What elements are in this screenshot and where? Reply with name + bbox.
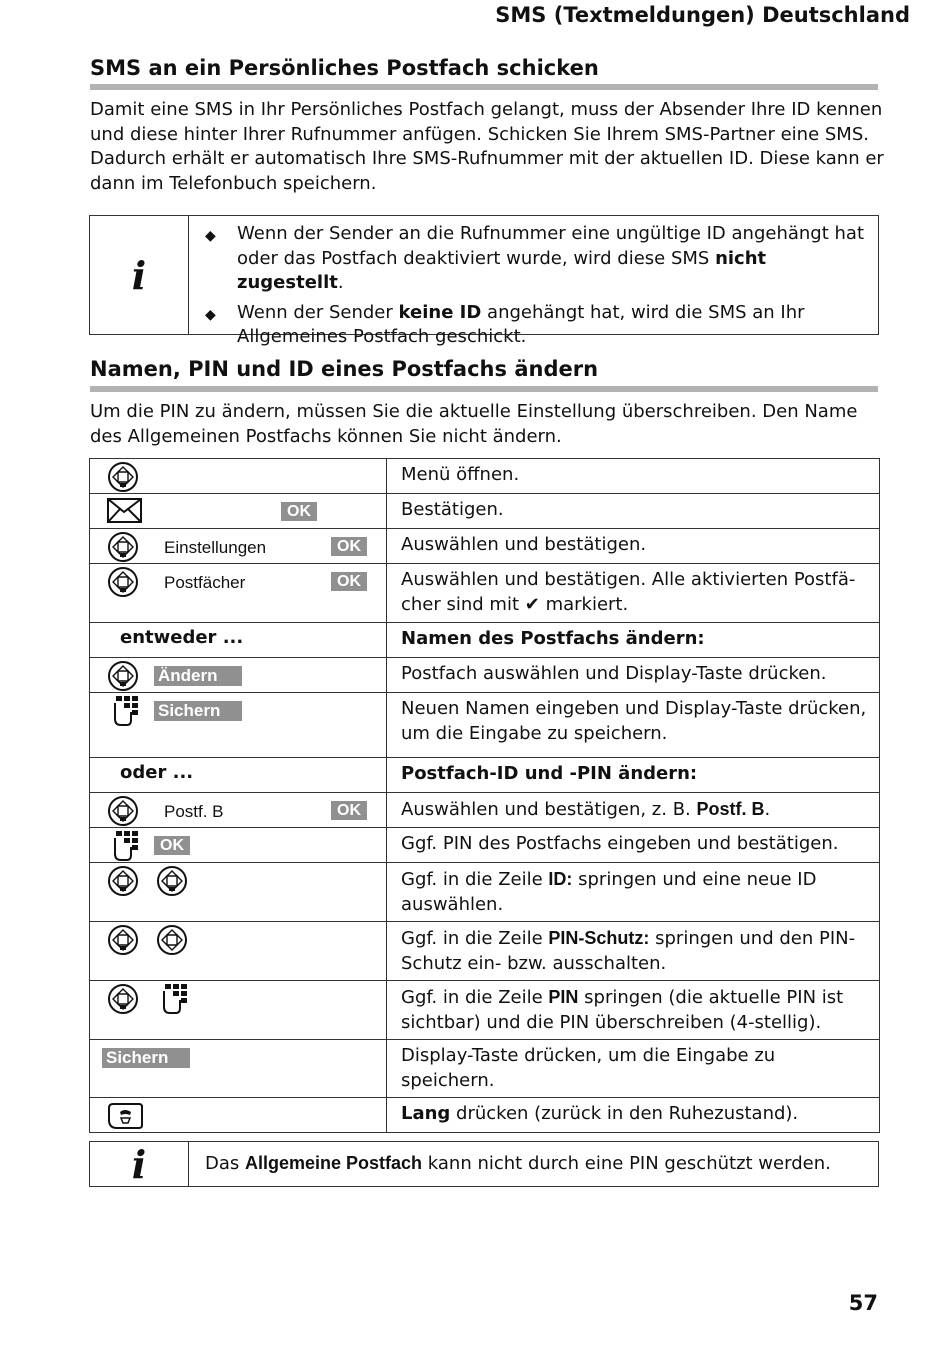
option-heading: Namen des Postfachs ändern: [387,623,880,658]
navigation-key-icon[interactable] [107,531,139,563]
info-icon: i [90,1142,189,1186]
step-description: Auswählen und bestätigen. [387,529,880,564]
pin-paragraph: Um die PIN zu ändern, müssen Sie die aktuelle Einstellung überschreiben. Den Name des Allgemeinen Postfachs können Sie nicht ändern. [90,401,858,447]
note-text: Das Allgemeine Postfach kann nicht durch eine PIN geschützt werden. [205,1153,831,1174]
save-display-key[interactable]: Sichern [154,701,242,721]
ok-key[interactable]: OK [331,572,367,591]
navigation-key-icon[interactable] [107,566,139,598]
step-description: Auswählen und bestätigen. Alle aktivierten Postfä-cher sind mit ✔ markiert. [387,564,880,623]
ok-key[interactable]: OK [154,836,190,855]
diamond-bullet-icon: ◆ [205,228,216,244]
envelope-icon[interactable] [107,498,143,524]
navigation-key-icon[interactable] [107,795,139,827]
step-description: Lang drücken (zurück in den Ruhezustand). [387,1098,880,1133]
keypad-icon[interactable] [161,983,191,1015]
change-display-key[interactable]: Ändern [154,666,242,686]
info-bullet: ◆ Wenn der Sender an die Rufnummer eine ungültige ID angehängt hat oder das Postfach deaktiviert wurde, wird diese SMS nicht zugestellt. [205,222,868,296]
step-description: Postfach auswählen und Display-Taste drücken. [387,658,880,693]
keypad-icon[interactable] [112,695,142,727]
navigation-down-icon[interactable] [107,924,139,956]
step-description: Ggf. in die Zeile ID: springen und eine neue ID auswählen. [387,863,880,922]
steps-table [89,458,880,1133]
step-description: Menü öffnen. [387,459,880,494]
diamond-bullet-icon: ◆ [205,306,216,323]
navigation-right-icon[interactable] [156,924,188,956]
navigation-key-icon[interactable] [107,660,139,692]
intro-paragraph: Damit eine SMS in Ihr Persönliches Postfach gelangt, muss der Absender Ihre ID kennen und diese hinter Ihrer Rufnummer anfügen. Schicken Sie Ihrem SMS-Partner eine SMS. Dadurch erhält er automatisch Ihre SMS-Rufnummer mit der aktuellen ID. Diese kann er dann im Telefonbuch speichern. [90,99,884,194]
option-either: entweder ... [120,627,244,648]
end-call-key-icon[interactable] [107,1102,143,1130]
step-description: Display-Taste drücken, um die Eingabe zu speichern. [387,1040,880,1098]
running-header: SMS (Textmeldungen) Deutschland [495,3,910,27]
menu-item-label: Postfächer [164,573,246,592]
option-heading: Postfach-ID und -PIN ändern: [387,758,880,793]
info-icon: i [90,216,189,334]
ok-key[interactable]: OK [331,801,367,820]
step-description: Ggf. in die Zeile PIN springen (die aktuelle PIN ist sichtbar) und die PIN überschreiben (4-stellig). [387,981,880,1040]
info-bullet: ◆ Wenn der Sender keine ID angehängt hat, wird die SMS an Ihr Allgemeines Postfach geschickt. [205,301,868,350]
note-box [89,1141,879,1187]
keypad-icon[interactable] [112,830,142,862]
step-description: Auswählen und bestätigen, z. B. Postf. B. [387,793,880,828]
menu-item-label: Postf. B [164,802,224,821]
section-title-change-mailbox: Namen, PIN und ID eines Postfachs ändern [90,357,599,381]
step-description: Neuen Namen eingeben und Display-Taste drücken, um die Eingabe zu speichern. [387,693,880,758]
section-rule [90,84,878,90]
ok-key[interactable]: OK [281,502,317,521]
checkmark-icon: ✔ [524,593,540,615]
step-description: Ggf. in die Zeile PIN-Schutz: springen und den PIN-Schutz ein- bzw. ausschalten. [387,922,880,981]
navigation-down-icon[interactable] [107,983,139,1015]
step-description: Bestätigen. [387,494,880,529]
info-box [89,215,879,347]
option-or: oder ... [120,762,194,783]
navigation-key-icon[interactable] [107,461,139,493]
section-rule [90,386,878,392]
menu-item-label: Einstellungen [164,538,267,557]
page-number: 57 [848,1291,878,1315]
navigation-right-icon[interactable] [156,865,188,897]
ok-key[interactable]: OK [331,537,367,556]
section-title-send-sms: SMS an ein Persönliches Postfach schicken [90,56,599,80]
navigation-down-icon[interactable] [107,865,139,897]
save-display-key[interactable]: Sichern [102,1048,190,1068]
step-description: Ggf. PIN des Postfachs eingeben und bestätigen. [387,828,880,863]
